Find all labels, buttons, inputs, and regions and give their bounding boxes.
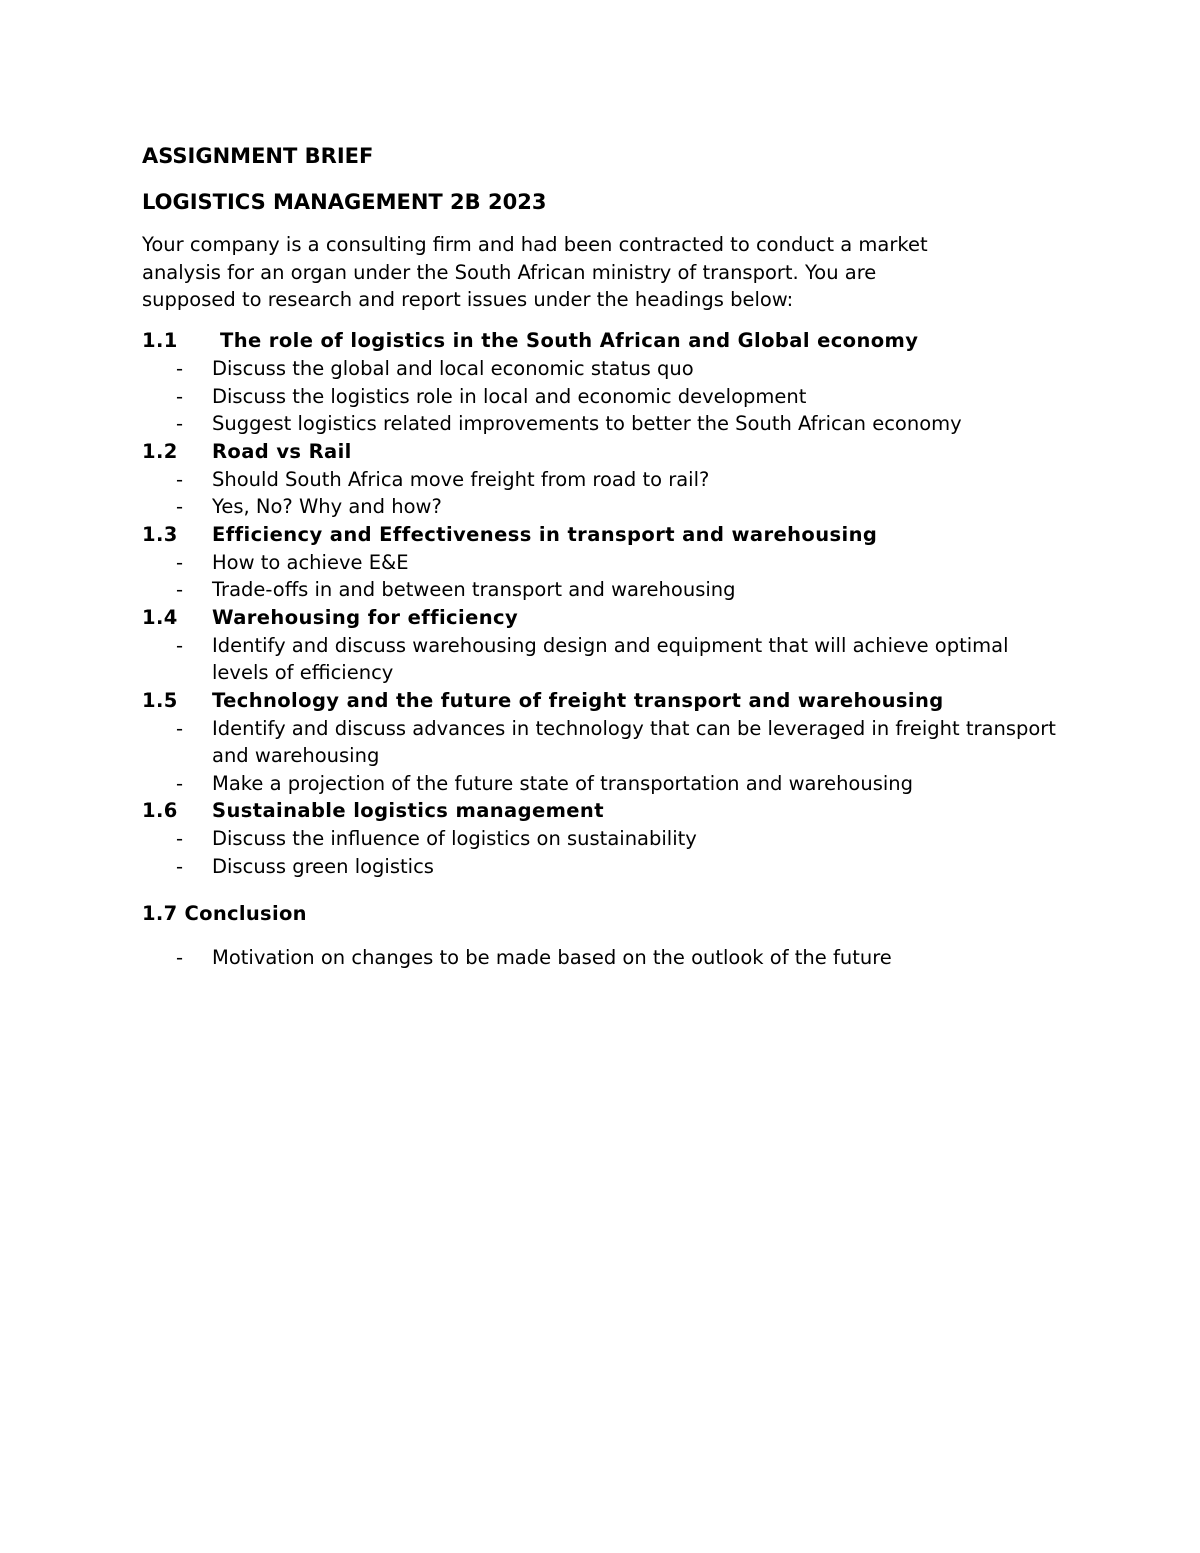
list-item [142, 493, 1062, 521]
section-number: 1.4 [142, 605, 178, 629]
bullet-marker: - [176, 412, 184, 435]
list-item [142, 944, 1062, 972]
section-title: The role of logistics in the South African and Global economy [220, 329, 919, 352]
list-item-text: Trade-offs in and between transport and warehousing [212, 578, 736, 601]
section-title: Technology and the future of freight transport and warehousing [212, 688, 944, 712]
section-number: 1.1 [142, 329, 178, 352]
list-item [142, 576, 1062, 604]
list-item-text: Identify and discuss warehousing design and equipment that will achieve optimal levels of efficiency [212, 633, 1009, 684]
list-item [142, 466, 1062, 494]
section-title: Efficiency and Effectiveness in transport and warehousing [212, 522, 878, 546]
conclusion-heading: 1.7 Conclusion [142, 902, 307, 925]
list-item-text: Suggest logistics related improvements to better the South African economy [212, 412, 962, 435]
list-item [142, 410, 1062, 438]
bullet-marker: - [176, 357, 184, 380]
list-item-text: Discuss the influence of logistics on sustainability [212, 827, 697, 850]
section-heading [142, 327, 1062, 355]
list-item-text: Yes, No? Why and how? [212, 495, 442, 518]
bullet-marker: - [176, 716, 184, 740]
list-item-text: Make a projection of the future state of transportation and warehousing [212, 771, 914, 795]
bullet-marker: - [176, 827, 184, 850]
list-item-text: Identify and discuss advances in technology that can be leveraged in freight transport and warehousing [212, 716, 1056, 767]
section-title: Road vs Rail [212, 439, 352, 463]
list-item-text: Discuss green logistics [212, 854, 434, 878]
intro-line: supposed to research and report issues under the headings below: [142, 288, 794, 311]
list-item-text: Should South Africa move freight from road to rail? [212, 467, 710, 491]
document-subtitle: LOGISTICS MANAGEMENT 2B 2023 [142, 190, 547, 214]
list-item [142, 549, 1062, 577]
bullet-marker: - [176, 946, 184, 969]
document-title: ASSIGNMENT BRIEF [142, 144, 374, 168]
section-number: 1.6 [142, 799, 178, 822]
list-item [142, 383, 1062, 411]
section-heading [142, 438, 1062, 466]
bullet-marker: - [176, 384, 184, 408]
intro-line: analysis for an organ under the South African ministry of transport. You are [142, 260, 877, 284]
list-item-text: Discuss the logistics role in local and economic development [212, 384, 807, 408]
section-title: Warehousing for efficiency [212, 605, 519, 629]
list-item-text: Discuss the global and local economic status quo [212, 357, 694, 380]
intro-line: Your company is a consulting firm and had been contracted to conduct a market [142, 233, 928, 256]
bullet-marker: - [176, 633, 184, 657]
section-heading [142, 687, 1062, 715]
list-item [142, 853, 1062, 881]
list-item-text: Motivation on changes to be made based on the outlook of the future [212, 946, 892, 969]
list-item [142, 825, 1062, 853]
list-item [142, 715, 1062, 770]
sections-list [142, 327, 1062, 880]
section-heading [142, 521, 1062, 549]
list-item-text: How to achieve E&E [212, 550, 409, 574]
bullet-marker: - [176, 854, 184, 878]
bullet-marker: - [176, 495, 184, 518]
list-item [142, 770, 1062, 798]
bullet-marker: - [176, 467, 184, 491]
bullet-marker: - [176, 550, 184, 574]
section-number: 1.3 [142, 522, 178, 546]
section-number: 1.2 [142, 439, 178, 463]
list-item [142, 355, 1062, 383]
conclusion-list [142, 944, 1062, 972]
section-heading [142, 797, 1062, 825]
section-number: 1.5 [142, 688, 178, 712]
bullet-marker: - [176, 578, 184, 601]
section-heading [142, 604, 1062, 632]
list-item [142, 632, 1062, 687]
intro-paragraph [142, 231, 1062, 314]
bullet-marker: - [176, 771, 184, 795]
section-title: Sustainable logistics management [212, 799, 604, 822]
